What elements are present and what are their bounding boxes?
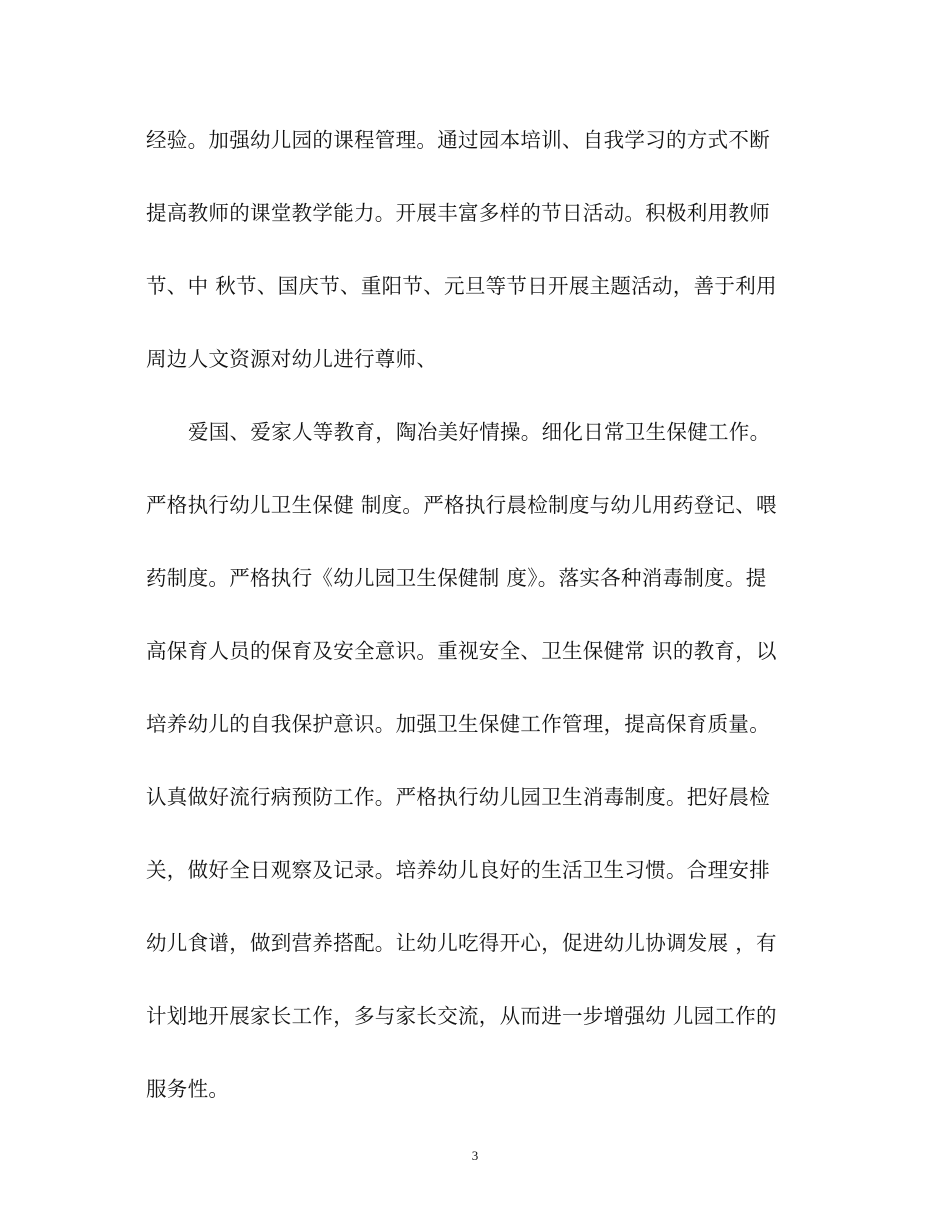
- text-line: 服务性。: [146, 1077, 230, 1101]
- text-line: 周边人文资源对幼儿进行尊师、: [146, 347, 438, 371]
- text-line: 提高教师的课堂教学能力。开展丰富多样的节日活动。积极利用教师: [146, 201, 770, 225]
- text-line: 药制度。严格执行《幼儿园卫生保健制 度》。落实各种消毒制度。提: [146, 566, 767, 590]
- text-line: 经验。加强幼儿园的课程管理。通过园本培训、自我学习的方式不断: [146, 128, 770, 152]
- text-line: 严格执行幼儿卫生保健 制度。严格执行晨检制度与幼儿用药登记、喂: [146, 493, 777, 517]
- text-line: 计划地开展家长工作，多与家长交流，从而进一步增强幼 儿园工作的: [146, 1004, 777, 1028]
- text-line: 高保育人员的保育及安全意识。重视安全、卫生保健常 识的教育，以: [146, 639, 777, 663]
- text-line: 培养幼儿的自我保护意识。加强卫生保健工作管理，提高保育质量。: [146, 712, 770, 736]
- text-line: 幼儿食谱，做到营养搭配。让幼儿吃得开心，促进幼儿协调发展 ，有: [146, 931, 777, 955]
- text-line: 认真做好流行病预防工作。严格执行幼儿园卫生消毒制度。把好晨检: [146, 785, 770, 809]
- page-number: 3: [471, 1148, 479, 1163]
- text-line: 节、中 秋节、国庆节、重阳节、元旦等节日开展主题活动，善于利用: [146, 274, 777, 298]
- text-line: 爱国、爱家人等教育，陶冶美好情操。细化日常卫生保健工作。: [188, 420, 771, 444]
- text-line: 关，做好全日观察及记录。培养幼儿良好的生活卫生习惯。合理安排: [146, 858, 770, 882]
